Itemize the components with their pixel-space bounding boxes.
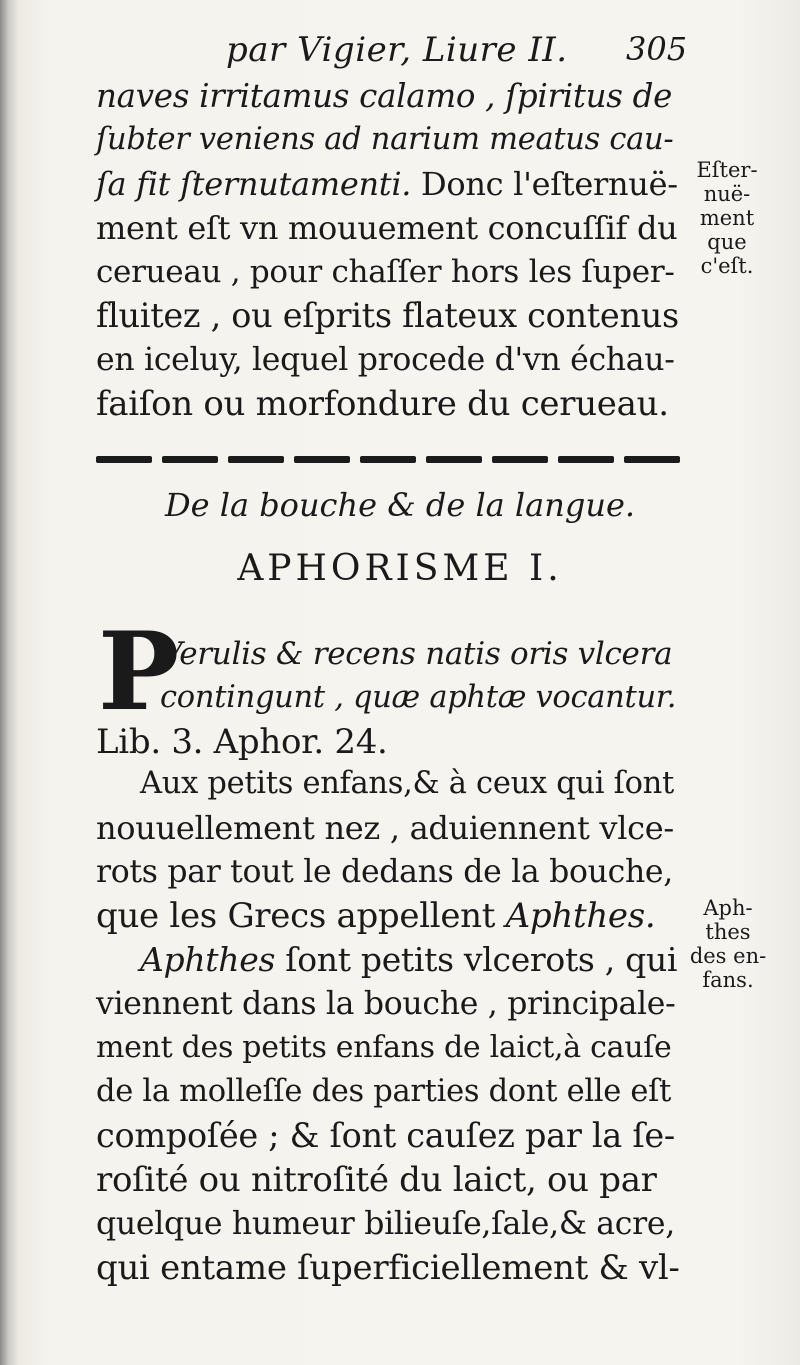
aphorism-line: Verulis & recens natis oris vlcera xyxy=(160,636,673,672)
text-line: ſubter veniens ad narium meatus cau- xyxy=(96,122,674,157)
text-line: viennent dans la bouche , principale- xyxy=(96,986,676,1022)
text-line: cerueau , pour chaſſer hors les ſuper- xyxy=(96,254,675,290)
text-line: Aux petits enfans,& à ceux qui ſont xyxy=(140,766,674,801)
text-line: compoſée ; & ſont cauſez par la ſe- xyxy=(96,1116,675,1155)
running-head: par Vigier, Liure II. xyxy=(226,30,568,70)
text-line: Aphthes ſont petits vlcerots , qui xyxy=(140,940,678,979)
page-header xyxy=(0,26,800,76)
text-line: quelque humeur bilieuſe,ſale,& acre, xyxy=(96,1206,675,1242)
text-line: ment eſt vn mouuement concuſſif du xyxy=(96,209,678,247)
margin-note-aphthes: Aph- thes des en- fans. xyxy=(689,896,767,992)
text-line: en iceluy, lequel procede d'vn échau- xyxy=(96,342,675,378)
text-line: naves irritamus calamo , ſpiritus de xyxy=(96,77,673,115)
page-number: 305 xyxy=(626,30,688,68)
text-line: de la molleſſe des parties dont elle eſt xyxy=(96,1074,672,1109)
text-line: rots par tout le dedans de la bouche, xyxy=(96,854,673,890)
aphorism-reference: Lib. 3. Aphor. 24. xyxy=(96,722,388,762)
page-gutter-shadow xyxy=(0,0,20,1365)
text-line: roſité ou nitroſité du laict, ou par xyxy=(96,1160,657,1200)
text-line: que les Grecs appellent Aphthes. xyxy=(96,896,656,936)
text-line: faiſon ou morfondure du cerueau. xyxy=(96,384,669,424)
text-line: qui entame ſuperficiellement & vl- xyxy=(96,1248,680,1288)
section-title: De la bouche & de la langue. xyxy=(164,486,636,524)
text-line: fluitez , ou eſprits flateux contenus xyxy=(96,296,679,335)
text-line: ment des petits enfans de laict,à cauſe xyxy=(96,1030,672,1065)
drop-cap: P xyxy=(98,609,180,735)
text-line: ſa fit ſternutamenti. Donc l'eſternuë- xyxy=(96,165,678,203)
aphorism-line: contingunt , quæ aphtæ vocantur. xyxy=(160,680,677,715)
text-line: nouuellement nez , aduiennent vlce- xyxy=(96,809,674,847)
aphorism-title: APHORISME I. xyxy=(237,548,563,589)
ornamental-divider xyxy=(96,452,680,466)
margin-note-esternuement: Eſter- nuë- ment que c'eſt. xyxy=(696,158,758,278)
